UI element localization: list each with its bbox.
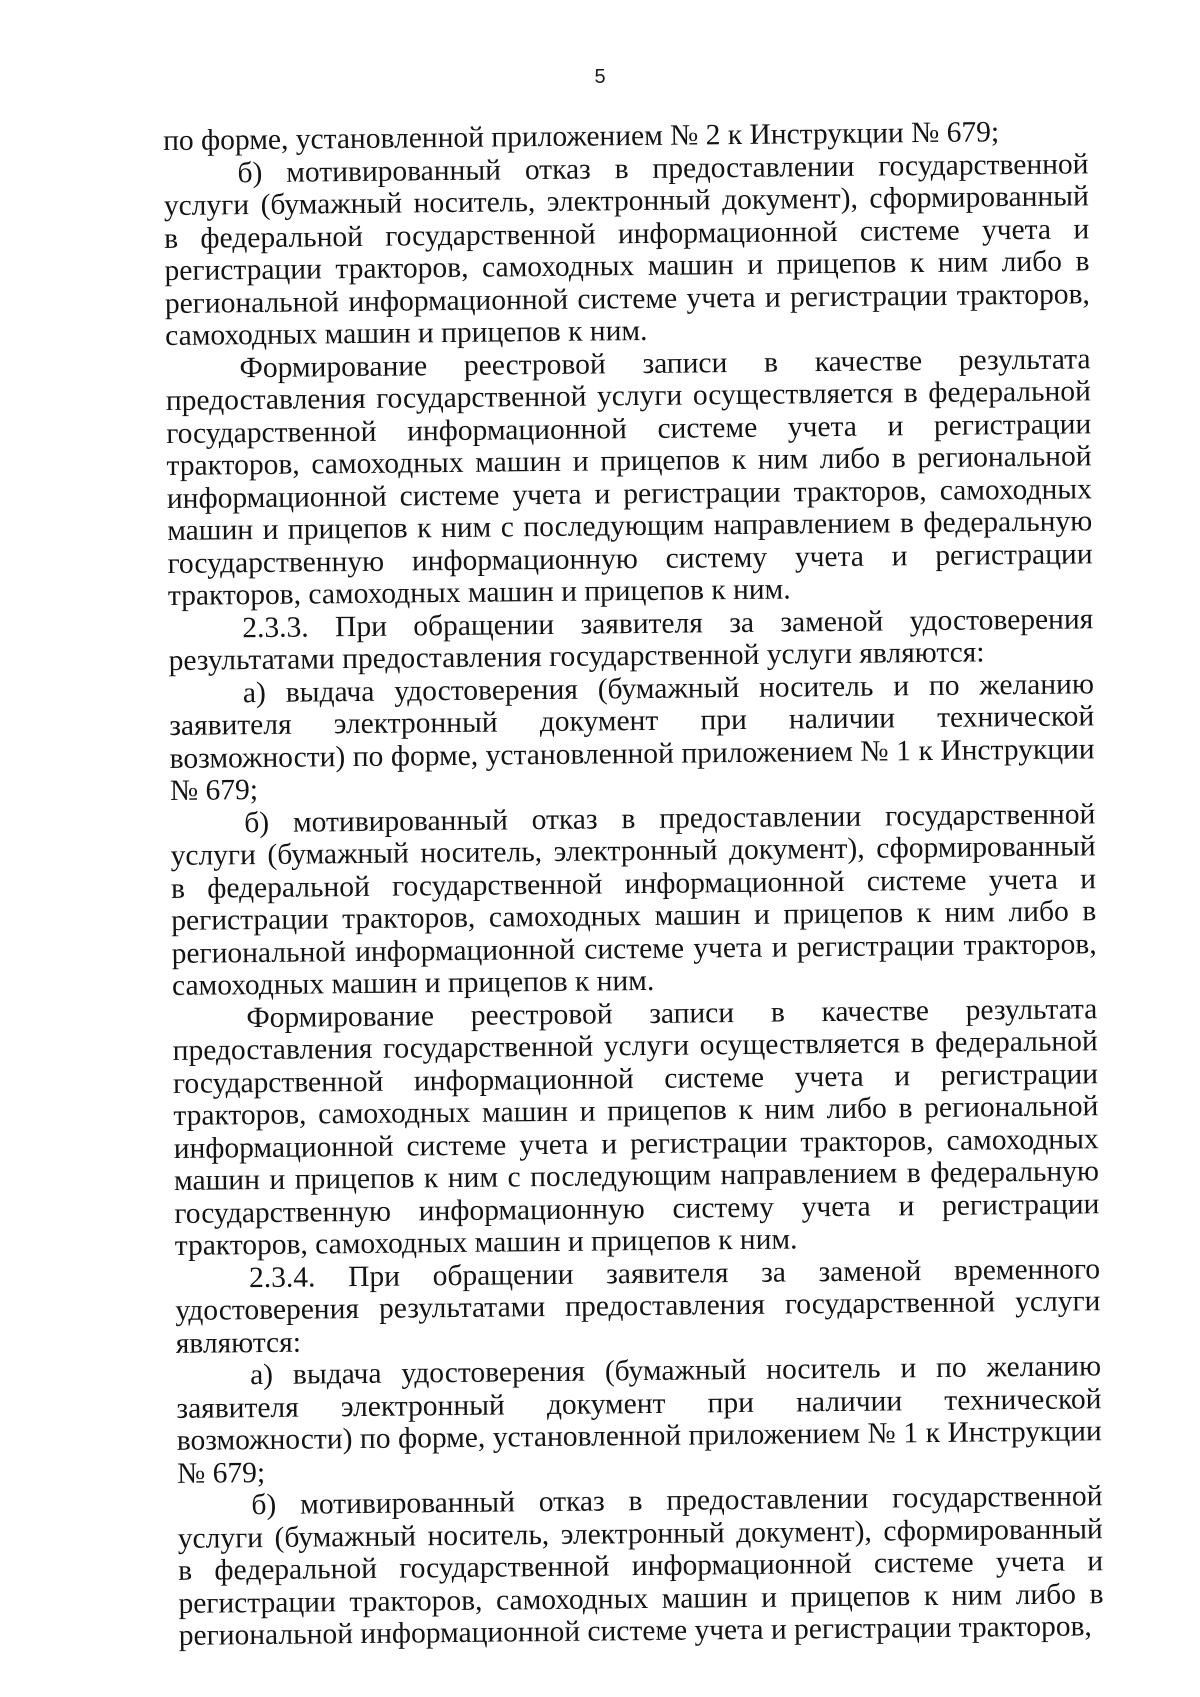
paragraph: а) выдача удостоверения (бумажный носитель и по желанию заявителя электронный документ при наличии технической возможности) по форме, установленной приложением № 1 к Инструкции № 679; xyxy=(169,667,1095,807)
paragraph: б) мотивированный отказ в предоставлении государственной услуги (бумажный носитель, электронный документ), сформированный в федеральной государственной информационной системе учета и регистрации тракторов, самоходных машин и прицепов к ним либо в региональной информационной системе учета и регистрации тракторов, самоходных машин и прицепов к ним. xyxy=(163,147,1090,352)
paragraph: Формирование реестровой записи в качестве результата предоставления государственной услуги осуществляется в федеральной государственной информационной системе учета и регистрации тракторов, самоходных машин и прицепов к ним либо в региональной информационной системе учета и регистрации тракторов, самоходных машин и прицепов к ним с последующим направлением в федеральную государственную информационную систему учета и регистрации тракторов, самоходных машин и прицепов к ним. xyxy=(165,342,1093,612)
paragraph: по форме, установленной приложением № 2 к Инструкции № 679; xyxy=(163,116,1000,157)
document-body xyxy=(163,115,1104,1652)
paragraph: 2.3.4. При обращении заявителя за заменой временного удостоверения результатами предоставления государственной услуги являются: xyxy=(175,1252,1101,1360)
paragraph: Формирование реестровой записи в качестве результата предоставления государственной услуги осуществляется в федеральной государственной информационной системе учета и регистрации тракторов, самоходных машин и прицепов к ним либо в региональной информационной системе учета и регистрации тракторов, самоходных машин и прицепов к ним с последующим направлением в федеральную государственную информационную систему учета и регистрации тракторов, самоходных машин и прицепов к ним. xyxy=(172,992,1100,1262)
page-number: 5 xyxy=(594,66,606,88)
paragraph: а) выдача удостоверения (бумажный носитель и по желанию заявителя электронный документ при наличии технической возможности) по форме, установленной приложением № 1 к Инструкции № 679; xyxy=(176,1350,1102,1490)
paragraph: 2.3.3. При обращении заявителя за заменой удостоверения результатами предоставления государственной услуги являются: xyxy=(168,602,1094,677)
paragraph: б) мотивированный отказ в предоставлении государственной услуги (бумажный носитель, электронный документ), сформированный в федеральной государственной информационной системе учета и регистрации тракторов, самоходных машин и прицепов к ним либо в региональной информационной системе учета и регистрации тракторов, самоходных машин и прицепов к ним. xyxy=(170,797,1097,1002)
paragraph: б) мотивированный отказ в предоставлении государственной услуги (бумажный носитель, электронный документ), сформированный в федеральной государственной информационной системе учета и регистрации тракторов, самоходных машин и прицепов к ним либо в региональной информационной системе учета и регистрации тракторов, xyxy=(177,1480,1104,1652)
